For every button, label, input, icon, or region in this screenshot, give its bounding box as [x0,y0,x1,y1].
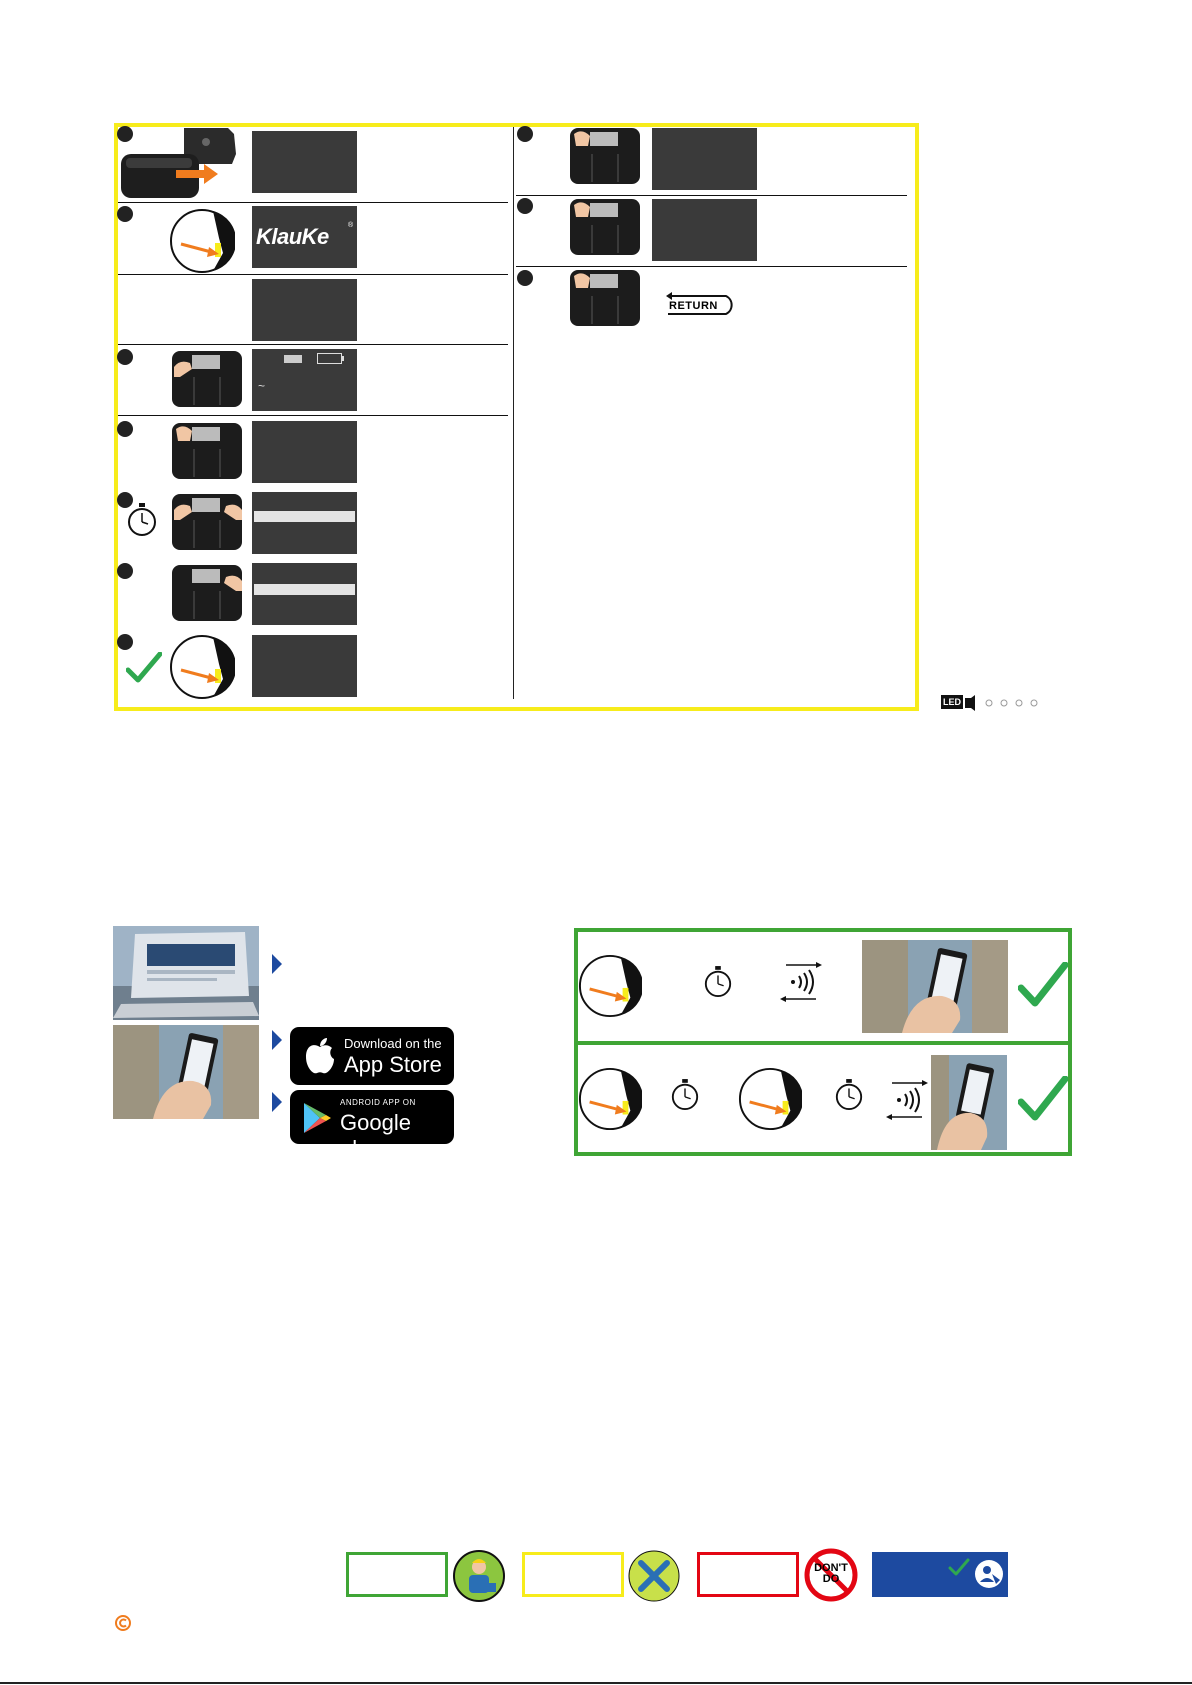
check-icon [1018,1076,1068,1122]
laptop-website-photo [113,926,259,1020]
menu-highlight-bar [254,511,355,522]
step-marker [117,206,133,222]
smartphone-app-photo [931,1055,1007,1150]
step-marker [117,349,133,365]
apple-icon [304,1037,336,1075]
tilde-symbol: ~ [258,379,266,393]
stopwatch-icon [703,965,733,999]
display-screen-blank [252,131,357,193]
google-play-big-text: Google play [340,1110,411,1161]
battery-insert-illustration [118,124,252,200]
row-divider [118,415,508,416]
dont-do-icon [804,1548,858,1602]
wireless-signal-icon [886,1080,928,1120]
legend-box-green [346,1552,448,1597]
display-screen-status [252,349,357,411]
connection-panel-divider [574,1041,1072,1045]
step-marker [517,270,533,286]
copyright-mark-icon [114,1614,132,1632]
legend-box-blue [872,1552,1008,1597]
tool-two-button-press-illustration [170,490,246,552]
legend-box-yellow [522,1552,624,1597]
brand-logo: KlauKe [256,224,329,249]
google-play-icon [302,1102,332,1134]
smartphone-app-photo [862,940,1008,1033]
pointer-arrow-icon [272,954,282,974]
step-marker [117,421,133,437]
display-screen-blank [652,199,757,261]
display-screen-blank [252,279,357,341]
bottom-rule [0,1682,1192,1684]
led-label: LED [943,697,961,707]
trigger-press-icon [578,954,642,1018]
technician-icon [452,1549,506,1603]
status-indicator [284,355,302,363]
tools-icon [627,1549,681,1603]
column-divider [513,127,514,699]
google-play-small-text: ANDROID APP ON [340,1098,416,1107]
return-icon [664,292,736,316]
stopwatch-icon [670,1078,700,1112]
display-screen-blank [252,635,357,697]
display-screen-blank [652,128,757,190]
display-screen-menu [252,492,357,554]
step-marker [117,634,133,650]
step-marker [517,198,533,214]
app-store-big-text: App Store [344,1052,442,1077]
display-screen-logo [252,206,357,268]
trigger-press-icon [169,208,235,274]
smartphone-app-photo [113,1025,259,1119]
step-marker [517,126,533,142]
app-store-badge[interactable] [290,1027,454,1085]
tool-button-press-illustration [170,419,246,481]
tool-button-press-illustration [568,266,644,328]
google-play-badge[interactable] [290,1090,454,1161]
display-screen-blank [252,421,357,483]
app-store-small-text: Download on the [344,1036,442,1051]
step-marker [117,563,133,579]
tool-button-press-illustration [568,124,644,186]
battery-icon [317,353,342,364]
battery-icon-tip [342,356,344,361]
stopwatch-icon [834,1078,864,1112]
check-icon [948,1558,970,1576]
stopwatch-icon [126,502,158,538]
check-icon [1018,962,1068,1008]
pointer-arrow-icon [272,1092,282,1112]
check-icon [126,652,162,684]
row-divider [118,202,508,203]
registered-mark: ® [348,222,354,229]
row-divider [118,274,508,275]
pointer-arrow-icon [272,1030,282,1050]
tool-button-press-illustration [170,561,246,623]
row-divider [118,344,508,345]
menu-highlight-bar [254,584,355,595]
return-label: RETURN [669,300,718,312]
wireless-signal-icon [780,962,822,1002]
support-icon [974,1556,1004,1592]
dont-do-text: DON'T DO [814,1562,848,1585]
trigger-press-icon [738,1067,802,1131]
tool-button-press-illustration [170,347,246,409]
tool-button-press-illustration [568,195,644,257]
legend-box-red [697,1552,799,1597]
trigger-release-icon [169,634,235,700]
display-screen-menu [252,563,357,625]
led-indicator [941,694,1045,712]
trigger-press-icon [578,1067,642,1131]
